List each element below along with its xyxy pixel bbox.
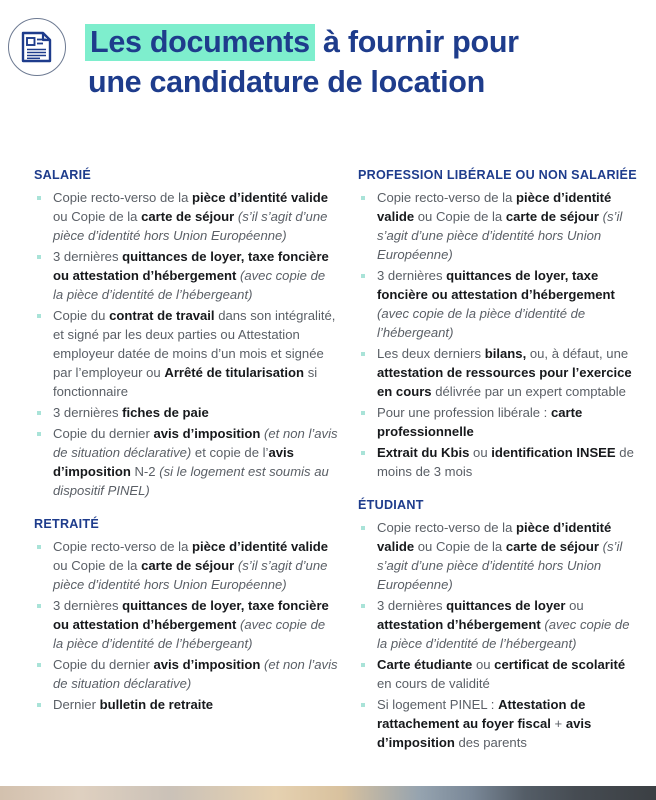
- photo-fade: [0, 770, 656, 786]
- section-heading: SALARIÉ: [34, 168, 92, 182]
- text-run: Les deux derniers: [377, 345, 485, 361]
- text-run: Copie recto-verso de la: [53, 190, 193, 205]
- list-item: [358, 444, 642, 482]
- text-run: ou: [472, 656, 495, 672]
- requirement-list: [34, 538, 338, 715]
- text-run: ou Copie de la: [414, 208, 506, 224]
- text-run: en cours de validité: [377, 675, 490, 691]
- list-item: [358, 345, 642, 402]
- list-item: [358, 597, 642, 654]
- text-run: (s’il s’agit d’une pièce d’identité hors Union Européenne): [377, 208, 623, 262]
- poster-header: [0, 0, 656, 128]
- text-run: ou Copie de la: [414, 538, 506, 554]
- list-item: [358, 189, 642, 265]
- section-heading: ÉTUDIANT: [358, 497, 424, 512]
- list-item: [34, 538, 338, 595]
- section-heading: PROFESSION LIBÉRALE OU NON SALARIÉE: [358, 168, 637, 182]
- text-run: Copie recto-verso de la: [377, 190, 517, 205]
- text-run: carte professionnelle: [377, 404, 583, 439]
- text-run: 3 dernières: [53, 248, 123, 264]
- text-run: pièce d’identité valide: [192, 538, 329, 554]
- text-run: quittances de loyer, taxe foncière ou attestation d’hébergement: [53, 597, 329, 632]
- requirement-list: [358, 519, 642, 753]
- text-run: si fonctionnaire: [53, 364, 318, 399]
- text-run: attestation de ressources pour l’exercice en cours: [377, 364, 632, 399]
- column-left: [34, 168, 338, 769]
- text-run: avis d’imposition: [153, 656, 261, 672]
- text-run: pièce d’identité valide: [377, 519, 612, 554]
- list-item: [34, 404, 338, 423]
- text-run: avis d’imposition: [153, 425, 261, 441]
- text-run: bilans,: [484, 345, 527, 361]
- text-run: Extrait du Kbis: [377, 444, 470, 460]
- section-heading: RETRAITÉ: [34, 516, 99, 531]
- list-item: [358, 267, 642, 343]
- text-run: et copie de l’: [191, 444, 269, 460]
- text-run: des parents: [454, 734, 527, 750]
- requirement-list: [358, 189, 642, 482]
- title-line-2: une candidature de location: [88, 64, 485, 99]
- list-item: [34, 597, 338, 654]
- text-run: +: [550, 715, 566, 731]
- text-run: quittances de loyer, taxe foncière ou attestation d’hébergement: [377, 267, 615, 302]
- text-run: identification INSEE: [491, 444, 616, 460]
- text-run: pièce d’identité valide: [377, 190, 612, 224]
- text-run: carte de séjour: [505, 538, 600, 554]
- text-run: Copie du dernier: [53, 656, 154, 672]
- text-run: certificat de scolarité: [494, 656, 626, 672]
- text-run: attestation d’hébergement: [377, 616, 541, 632]
- text-run: ou Copie de la: [53, 557, 142, 573]
- bottom-photo-strip: [0, 786, 656, 800]
- text-run: avis d’imposition: [53, 444, 294, 479]
- text-run: Copie du: [53, 307, 110, 323]
- text-run: (avec copie de la pièce d’identité de l’hébergeant): [53, 267, 326, 302]
- list-item: [34, 307, 338, 402]
- text-run: Carte étudiante: [377, 656, 473, 672]
- text-run: carte de séjour: [505, 208, 600, 224]
- text-run: (avec copie de la pièce d’identité de l’hébergeant): [377, 616, 630, 651]
- list-item: [34, 425, 338, 501]
- text-run: dans son intégralité, et signé par les deux parties ou Attestation employeur datée de moins d’un mois et signée par l’employeur ou: [53, 307, 336, 380]
- text-run: (s’il s’agit d’une pièce d’identité hors Union Européenne): [377, 538, 623, 592]
- document-icon: [8, 18, 66, 76]
- list-item: [358, 656, 642, 694]
- text-run: fiches de paie: [122, 404, 209, 420]
- text-run: bulletin de retraite: [99, 696, 214, 712]
- text-run: quittances de loyer, taxe foncière ou attestation d’hébergement: [53, 248, 329, 283]
- text-run: (avec copie de la pièce d’identité de l’hébergeant): [377, 305, 586, 340]
- list-item: [34, 189, 338, 246]
- section-etudiant: [358, 498, 642, 753]
- text-run: quittances de loyer: [446, 597, 566, 613]
- text-run: contrat de travail: [109, 307, 215, 323]
- text-run: Attestation de rattachement au foyer fiscal: [377, 696, 586, 731]
- content-columns: [0, 168, 656, 769]
- text-run: (et non l’avis de situation déclarative): [53, 656, 338, 691]
- text-run: 3 dernières: [53, 404, 123, 420]
- text-run: Copie recto-verso de la: [53, 538, 193, 554]
- title-rest: à fournir pour: [314, 25, 519, 59]
- text-run: carte de séjour: [141, 557, 235, 573]
- text-run: 3 dernières: [377, 597, 447, 613]
- text-run: 3 dernières: [377, 267, 447, 283]
- text-run: pièce d’identité valide: [192, 190, 329, 205]
- title-highlight: Les documents: [85, 24, 315, 61]
- text-run: (et non l’avis de situation déclarative): [53, 425, 338, 460]
- list-item: [34, 696, 338, 715]
- list-item: [358, 519, 642, 595]
- text-run: ou Copie de la: [53, 208, 142, 224]
- text-run: avis d’imposition: [377, 715, 592, 750]
- column-right: [338, 168, 642, 769]
- text-run: ou: [565, 597, 584, 613]
- text-run: (s’il s’agit d’une pièce d’identité hors Union Européenne): [53, 208, 328, 243]
- text-run: (avec copie de la pièce d’identité de l’hébergeant): [53, 616, 326, 651]
- text-run: (si le logement est soumis au dispositif PINEL): [53, 463, 329, 498]
- page-title: [88, 14, 640, 102]
- text-run: ou: [469, 444, 492, 460]
- section-retraite: [34, 517, 338, 715]
- text-run: de moins de 3 mois: [377, 444, 634, 479]
- list-item: [34, 656, 338, 694]
- text-run: Dernier: [53, 696, 100, 712]
- text-run: Copie recto-verso de la: [377, 519, 517, 535]
- list-item: [358, 404, 642, 442]
- text-run: (s’il s’agit d’une pièce d’identité hors Union Européenne): [53, 557, 328, 592]
- text-run: 3 dernières: [53, 597, 123, 613]
- section-salarie: [34, 168, 338, 501]
- text-run: N-2: [130, 463, 160, 479]
- list-item: [358, 696, 642, 753]
- text-run: ou, à défaut, une: [526, 345, 629, 361]
- requirement-list: [34, 189, 338, 501]
- text-run: Arrêté de titularisation: [164, 364, 305, 380]
- text-run: Si logement PINEL :: [377, 696, 499, 712]
- text-run: Copie du dernier: [53, 425, 154, 441]
- text-run: délivrée par un expert comptable: [431, 383, 626, 399]
- section-profession-liberale-ou-non-salariee: [358, 168, 642, 482]
- list-item: [34, 248, 338, 305]
- text-run: Pour une profession libérale :: [377, 404, 551, 420]
- text-run: carte de séjour: [141, 208, 235, 224]
